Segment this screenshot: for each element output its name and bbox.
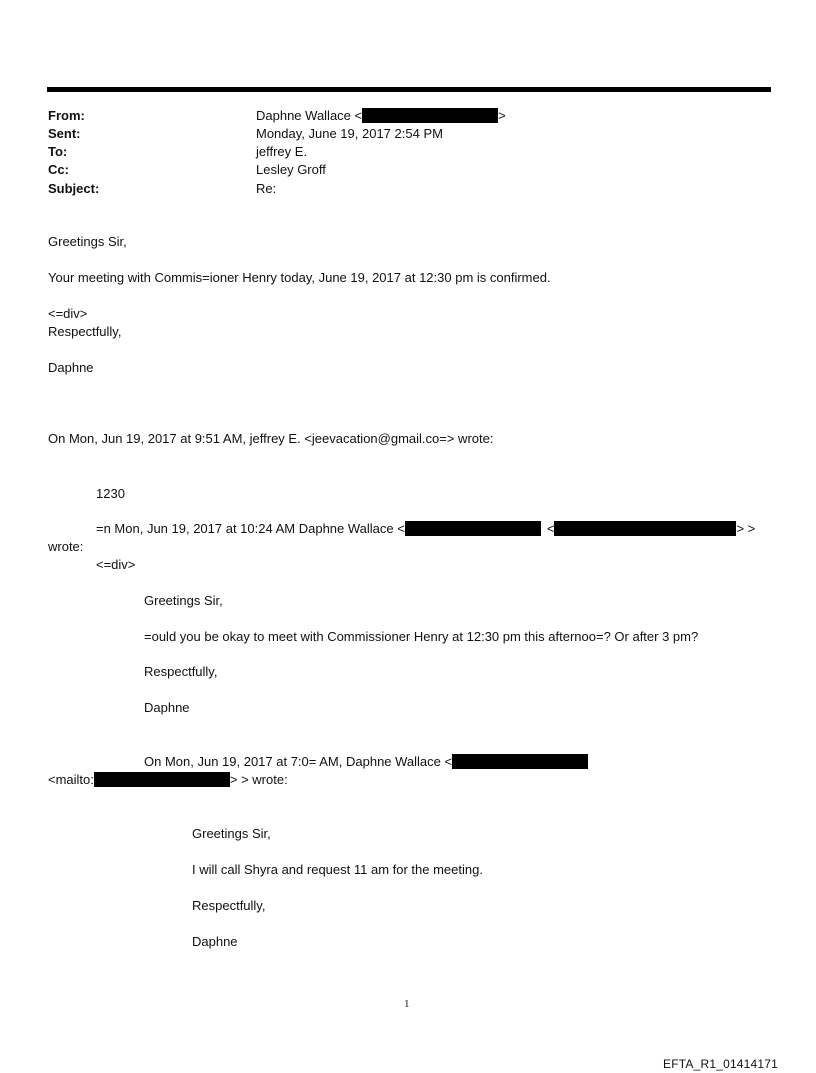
cc-label: Cc:	[48, 162, 69, 177]
page-number: 1	[404, 998, 410, 1010]
quote2-signature: Daphne	[144, 700, 190, 715]
body-confirm: Your meeting with Commis=ioner Henry today, June 19, 2017 at 12:30 pm is confirmed.	[48, 270, 551, 285]
quote2-header	[96, 521, 755, 537]
quote1-reply: 1230	[96, 486, 125, 501]
quote2-header-mid: <	[546, 521, 555, 536]
body-signature: Daphne	[48, 360, 94, 375]
from-label: From:	[48, 108, 85, 123]
header-divider	[47, 87, 771, 92]
quote3-mailto-start: <mailto:	[48, 772, 94, 787]
quote2-respectfully: Respectfully,	[144, 664, 218, 679]
body-respectfully: Respectfully,	[48, 324, 122, 339]
body-greeting: Greetings Sir,	[48, 234, 127, 249]
quote2-wrote: wrote:	[48, 539, 84, 554]
sent-label: Sent:	[48, 126, 81, 141]
quote3-mailto	[48, 772, 288, 788]
quote2-question: =ould you be okay to meet with Commissioner Henry at 12:30 pm this afternoo=? Or after 3 pm?	[144, 629, 699, 644]
redaction-box	[405, 521, 541, 536]
quote2-header-end: > >	[736, 521, 756, 536]
subject-value: Re:	[256, 181, 277, 196]
quote3-header	[144, 754, 588, 770]
quote2-header-start: =n Mon, Jun 19, 2017 at 10:24 AM Daphne Wallace <	[96, 521, 405, 536]
quote1-header: On Mon, Jun 19, 2017 at 9:51 AM, jeffrey E. <jeevacation@gmail.co=> wrote:	[48, 431, 494, 446]
quote3-greeting: Greetings Sir,	[192, 826, 271, 841]
subject-label: Subject:	[48, 181, 100, 196]
from-name: Daphne Wallace <	[256, 108, 363, 123]
redaction-box	[452, 754, 588, 769]
quote3-header-start: On Mon, Jun 19, 2017 at 7:0= AM, Daphne Wallace <	[144, 754, 453, 769]
from-close: >	[498, 108, 506, 123]
to-label: To:	[48, 144, 68, 159]
quote3-mailto-end: > > wrote:	[229, 772, 288, 787]
quote2-greeting: Greetings Sir,	[144, 593, 223, 608]
quote3-message: I will call Shyra and request 11 am for the meeting.	[192, 862, 483, 877]
sent-value: Monday, June 19, 2017 2:54 PM	[256, 126, 443, 141]
from-value	[256, 108, 506, 124]
body-div-tag: <=div>	[48, 306, 88, 321]
quote3-signature: Daphne	[192, 934, 238, 949]
to-value: jeffrey E.	[256, 144, 308, 159]
redaction-box	[362, 108, 498, 123]
quote3-respectfully: Respectfully,	[192, 898, 266, 913]
document-id: EFTA_R1_01414171	[663, 1057, 779, 1071]
cc-value: Lesley Groff	[256, 162, 326, 177]
redaction-box	[554, 521, 736, 536]
redaction-box	[94, 772, 230, 787]
quote2-div-tag: <=div>	[96, 557, 136, 572]
